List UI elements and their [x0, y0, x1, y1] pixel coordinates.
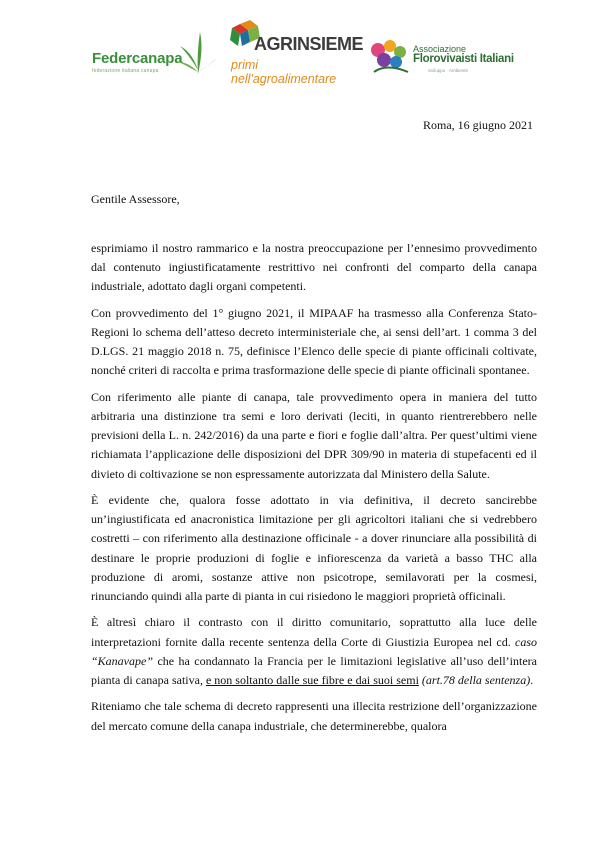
- agrinsieme-name: AGRINSIEME: [254, 34, 364, 54]
- flower-cluster-icon: [368, 38, 412, 76]
- letter-date: Roma, 16 giugno 2021: [423, 118, 533, 132]
- paragraph-5: [91, 613, 537, 690]
- paragraph-1: [91, 239, 537, 297]
- florovivaisti-logo: [368, 38, 518, 78]
- paragraph-6-text: Riteniamo che tale schema di decreto rappresenti una illecita restrizione dell’organizzazione del mercato comune della canapa industriale, che determinerebbe, qualora: [91, 699, 537, 733]
- article-reference: (art.78 della sentenza): [421, 673, 531, 688]
- paragraph-3-text: Con riferimento alle piante di canapa, tale provvedimento opera in maniera del tutto arbitraria una distinzione tra semi e loro derivati (leciti, in quanto rientrerebbero nelle previsioni della L. n. 242/2016) da una parte e fiori e foglie dall’altra. Per quest’ultimi viene richiamata l’applicazione delle disposizioni del DPR 309/90 in materia di stupefacenti ed il divieto di coltivazione se non espressamente autorizzata dal Ministero della Salute.: [91, 389, 537, 481]
- florovivaisti-line2: Florovivaisti Italiani: [413, 53, 514, 65]
- federcanapa-logo: [92, 30, 222, 80]
- underlined-phrase: e non soltanto dalle sue fibre e dai suoi semi: [205, 673, 419, 688]
- federcanapa-name: Federcanapa: [92, 50, 183, 67]
- federcanapa-tagline: federazione italiana canapa: [92, 68, 159, 74]
- paragraph-3: [91, 388, 537, 484]
- paragraph-4: [91, 491, 537, 606]
- salutation: Gentile Assessore,: [91, 192, 180, 206]
- paragraph-4-text: È evidente che, qualora fosse adottato in via definitiva, il decreto sancirebbe un’ingiustificata ed anacronistica limitazione per gli agricoltori italiani che si vedrebbero costretti – con riferimento alla destinazione officinale - a dover rinunciare alla possibilità di destinare le proprie produzioni di foglie e infiorescenza da varietà a basso THC alla produzione di aromi, sostanze attive non psicotrope, semilavorati per la cosmesi, rinunciando quindi alla parte di pianta in cui risiedono le maggiori proprietà officinali.: [91, 493, 537, 604]
- agrinsieme-tagline: primi nell'agroalimentare: [231, 58, 337, 86]
- hemp-leaf-icon: [178, 30, 218, 76]
- florovivaisti-line3: Sviluppo · Ambiente: [428, 68, 469, 73]
- paragraph-2-text: Con provvedimento del 1° giugno 2021, il MIPAAF ha trasmesso alla Conferenza Stato-Regioni lo schema dell’atteso decreto interministeriale che, ai sensi dell’art. 1 comma 3 del D.LGS. 21 maggio 2018 n. 75, definisce l’Elenco delle specie di piante officinali coltivate, nonché criteri di raccolta e prima trasformazione delle specie di piante officinali spontanee.: [91, 305, 537, 378]
- paragraph-5-text-a: È altresì chiaro il contrasto con il diritto comunitario, soprattutto alla luce delle interpretazioni fornite dalla recente sentenza della Corte di Giustizia Europea nel cd.: [91, 615, 537, 649]
- paragraph-6: [91, 697, 537, 735]
- paragraph-5-end: .: [530, 673, 534, 688]
- florovivaisti-line1: Associazione: [413, 44, 467, 54]
- paragraph-1-text: esprimiamo il nostro rammarico e la nostra preoccupazione per l’ennesimo provvedimento dal contenuto ingiustificatamente restrittivo nei confronti del comparto della canapa industriale, adottato dagli organi competenti.: [91, 241, 537, 294]
- paragraph-5-text-b: che ha condannato la Francia per le limitazioni legislative all’uso dell’intera pianta di canapa sativa,: [91, 653, 537, 688]
- letter-body: [91, 239, 537, 743]
- case-reference: caso “Kanavape”: [91, 634, 537, 668]
- agrinsieme-logo: [228, 18, 364, 86]
- paragraph-2: [91, 304, 537, 381]
